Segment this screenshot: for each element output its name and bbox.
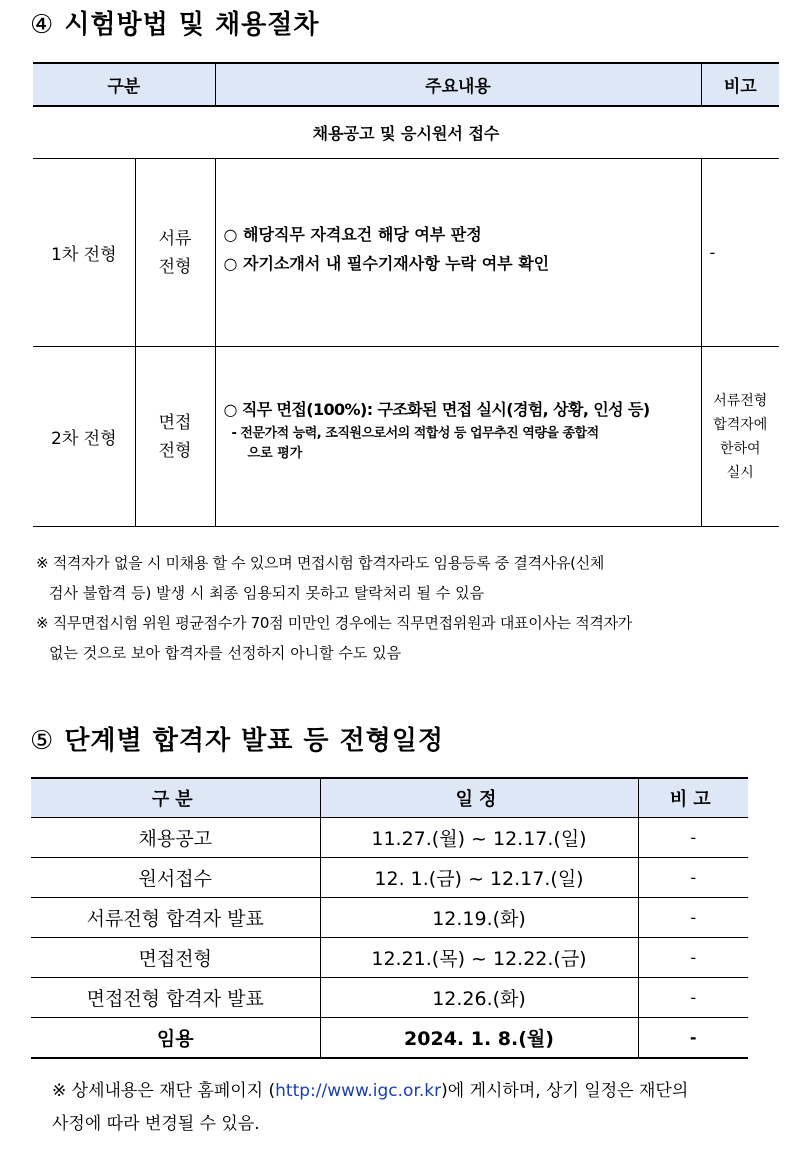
schedule-note: -	[638, 938, 748, 978]
header-note: 비고	[638, 778, 748, 818]
stage-label: 1차 전형	[33, 159, 135, 347]
announcement-cell: 채용공고 및 응시원서 접수	[33, 106, 779, 159]
homepage-link[interactable]: http://www.igc.or.kr	[275, 1081, 442, 1101]
note-line: 서류전형	[713, 392, 768, 409]
schedule-date: 12.19.(화)	[320, 898, 638, 938]
footer-text: )에 게시하며, 상기 일정은 재단의	[441, 1081, 689, 1101]
table-row	[31, 898, 748, 938]
stage-content	[215, 347, 701, 527]
stage-content	[215, 159, 701, 347]
table-row	[31, 818, 748, 858]
table-row	[31, 938, 748, 978]
table-row	[33, 159, 779, 347]
schedule-date: 11.27.(월) ~ 12.17.(일)	[320, 818, 638, 858]
note-line: ※ 직무면접시험 위원 평균점수가 70점 미만인 경우에는 직무면접위원과 대표이사는 적격자가	[36, 614, 633, 632]
footer-line	[52, 1075, 762, 1108]
note-line: 합격자에	[713, 416, 768, 433]
section-4-notes	[36, 548, 766, 668]
content-sub-item: - 전문가적 능력, 조직원으로서의 적합성 등 업무추진 역량을 종합적	[231, 426, 599, 441]
schedule-category: 서류전형 합격자 발표	[31, 898, 320, 938]
table-row	[31, 978, 748, 1018]
selection-process-table	[33, 62, 779, 527]
section-number: ⑤	[30, 726, 55, 756]
kind-line: 전형	[158, 440, 192, 461]
stage-kind	[135, 347, 215, 527]
content-sub-item: 으로 평가	[247, 446, 303, 461]
schedule-category: 면접전형	[31, 938, 320, 978]
section-number: ④	[30, 10, 55, 40]
schedule-date: 12.26.(화)	[320, 978, 638, 1018]
table-row	[33, 347, 779, 527]
section-4-heading	[30, 4, 319, 41]
note-line: 한하여	[719, 440, 761, 457]
footer-line: 사정에 따라 변경될 수 있음.	[52, 1114, 260, 1134]
schedule-note: -	[638, 858, 748, 898]
table-row	[31, 1018, 748, 1059]
kind-line: 전형	[158, 256, 192, 277]
table-header-row	[31, 778, 748, 818]
schedule-category: 채용공고	[31, 818, 320, 858]
stage-note: -	[701, 159, 779, 347]
content-item: ○ 자기소개서 내 필수기재사항 누락 여부 확인	[223, 253, 550, 273]
header-category: 구분	[33, 63, 215, 106]
section-5-heading	[30, 720, 444, 757]
stage-note	[701, 347, 779, 527]
kind-line: 서류	[158, 228, 192, 249]
schedule-category: 원서접수	[31, 858, 320, 898]
stage-kind	[135, 159, 215, 347]
note-line: 실시	[726, 464, 754, 481]
schedule-category: 임용	[31, 1018, 320, 1059]
kind-line: 면접	[158, 412, 192, 433]
schedule-note: -	[638, 818, 748, 858]
footer-text: ※ 상세내용은 재단 홈페이지 (	[52, 1081, 276, 1101]
content-item: ○ 직무 면접(100%): 구조화된 면접 실시(경험, 상황, 인성 등)	[223, 400, 650, 419]
header-category: 구분	[31, 778, 320, 818]
header-note: 비고	[701, 63, 779, 106]
footer-note	[52, 1075, 762, 1141]
header-content: 주요내용	[215, 63, 701, 106]
note-line: 검사 불합격 등) 발생 시 최종 임용되지 못하고 탈락처리 될 수 있음	[49, 584, 485, 602]
table-header-row	[33, 63, 779, 106]
schedule-date: 12. 1.(금) ~ 12.17.(일)	[320, 858, 638, 898]
note-line: 없는 것으로 보아 합격자를 선정하지 아니할 수도 있음	[49, 644, 402, 662]
table-row	[31, 858, 748, 898]
schedule-category: 면접전형 합격자 발표	[31, 978, 320, 1018]
schedule-note: -	[638, 978, 748, 1018]
content-item: ○ 해당직무 자격요건 해당 여부 판정	[223, 224, 482, 244]
section-title: 시험방법 및 채용절차	[64, 10, 320, 40]
note-line: ※ 적격자가 없을 시 미채용 할 수 있으며 면접시험 합격자라도 임용등록 중 결격사유(신체	[36, 554, 605, 572]
schedule-table	[31, 777, 748, 1059]
schedule-note: -	[638, 1018, 748, 1059]
schedule-date: 12.21.(목) ~ 12.22.(금)	[320, 938, 638, 978]
stage-label: 2차 전형	[33, 347, 135, 527]
schedule-note: -	[638, 898, 748, 938]
schedule-date: 2024. 1. 8.(월)	[320, 1018, 638, 1059]
header-schedule: 일정	[320, 778, 638, 818]
announcement-row	[33, 106, 779, 159]
section-title: 단계별 합격자 발표 등 전형일정	[64, 726, 445, 756]
